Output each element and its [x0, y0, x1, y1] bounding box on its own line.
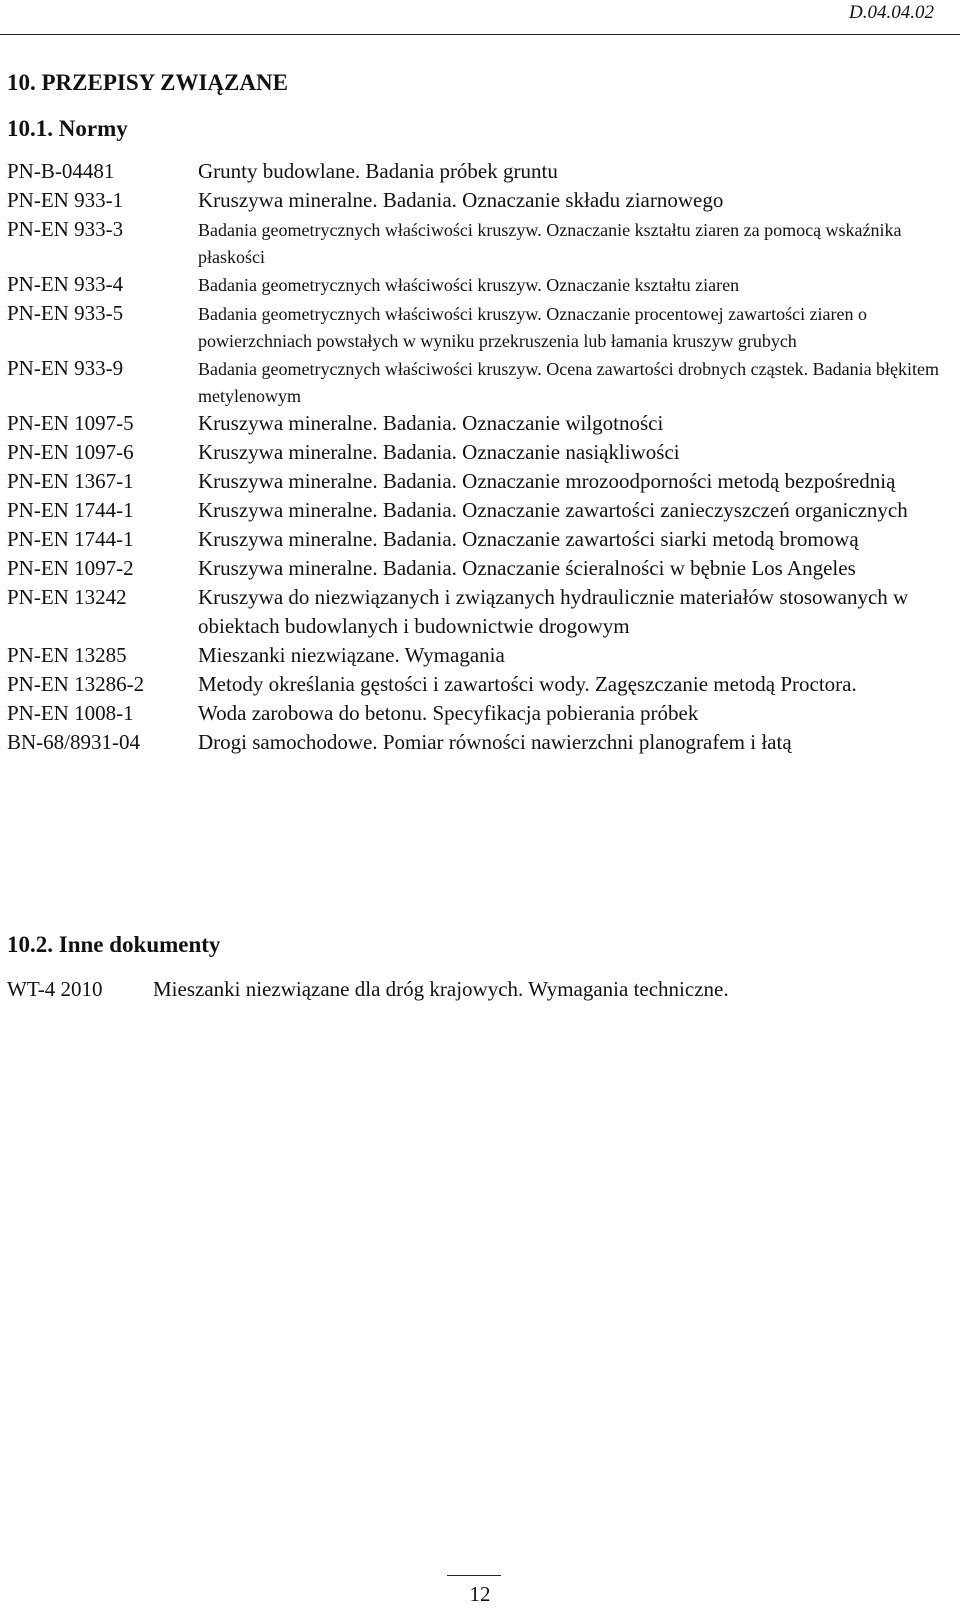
- norm-row: [7, 583, 952, 641]
- header-rule: [0, 34, 960, 35]
- norm-row: [7, 215, 952, 270]
- norm-row: [7, 438, 952, 467]
- norm-title: Kruszywa mineralne. Badania. Oznaczanie składu ziarnowego: [198, 188, 724, 212]
- norm-title: Kruszywa mineralne. Badania. Oznaczanie nasiąkliwości: [198, 440, 680, 464]
- norm-title: Drogi samochodowe. Pomiar równości nawierzchni planografem i łatą: [198, 730, 792, 754]
- norm-title: Kruszywa mineralne. Badania. Oznaczanie ścieralności w bębnie Los Angeles: [198, 556, 856, 580]
- norm-code: PN-EN 13285: [7, 643, 127, 667]
- page-number: 12: [469, 1582, 491, 1606]
- norm-code: PN-EN 13242: [7, 585, 127, 609]
- norm-code: PN-EN 13286-2: [7, 672, 145, 696]
- norm-row: [7, 467, 952, 496]
- norm-code: PN-B-04481: [7, 159, 115, 183]
- norm-row: [7, 299, 952, 354]
- subsection-other-title: 10.2. Inne dokumenty: [7, 932, 221, 957]
- norm-title: Kruszywa mineralne. Badania. Oznaczanie zawartości siarki metodą bromową: [198, 527, 859, 551]
- norm-code: PN-EN 933-3: [7, 217, 124, 241]
- norm-row: [7, 157, 952, 186]
- norm-title: Mieszanki niezwiązane. Wymagania: [198, 643, 505, 667]
- other-doc-code: WT-4 2010: [7, 977, 103, 1001]
- footer-rule: [447, 1575, 501, 1576]
- norm-title: Metody określania gęstości i zawartości wody. Zagęszczanie metodą Proctora.: [198, 672, 857, 696]
- norm-row: [7, 354, 952, 409]
- norm-title: Badania geometrycznych właściwości kruszyw. Oznaczanie kształtu ziaren: [198, 275, 740, 295]
- subsection-norms-title: 10.1. Normy: [7, 116, 128, 141]
- doc-code: D.04.04.02: [849, 2, 934, 23]
- norm-row: [7, 496, 952, 525]
- norm-code: PN-EN 1097-2: [7, 556, 134, 580]
- norms-list: [7, 157, 952, 757]
- norm-code: BN-68/8931-04: [7, 730, 140, 754]
- norm-title: Kruszywa mineralne. Badania. Oznaczanie mrozoodporności metodą bezpośrednią: [198, 469, 896, 493]
- norm-row: [7, 409, 952, 438]
- norm-code: PN-EN 933-4: [7, 272, 124, 296]
- norm-code: PN-EN 933-1: [7, 188, 124, 212]
- norm-row: [7, 699, 952, 728]
- norm-row: [7, 554, 952, 583]
- norm-code: PN-EN 1097-6: [7, 440, 134, 464]
- norm-row: [7, 728, 952, 757]
- norm-row: [7, 641, 952, 670]
- norm-title: Badania geometrycznych właściwości kruszyw. Oznaczanie kształtu ziaren za pomocą wskaźnika płaskości: [198, 220, 902, 267]
- other-doc-title: Mieszanki niezwiązane dla dróg krajowych. Wymagania techniczne.: [153, 977, 729, 1001]
- norm-title: Badania geometrycznych właściwości kruszyw. Ocena zawartości drobnych cząstek. Badania błękitem metylenowym: [198, 359, 940, 406]
- norm-code: PN-EN 933-5: [7, 301, 124, 325]
- other-doc-row: [7, 975, 729, 1004]
- norm-row: [7, 270, 952, 299]
- norm-code: PN-EN 1744-1: [7, 498, 134, 522]
- norm-code: PN-EN 1367-1: [7, 469, 134, 493]
- norm-code: PN-EN 1097-5: [7, 411, 134, 435]
- norm-row: [7, 670, 952, 699]
- norm-title: Grunty budowlane. Badania próbek gruntu: [198, 159, 558, 183]
- norm-code: PN-EN 933-9: [7, 356, 124, 380]
- norm-code: PN-EN 1008-1: [7, 701, 134, 725]
- section-title: 10. PRZEPISY ZWIĄZANE: [7, 70, 288, 95]
- norm-row: [7, 186, 952, 215]
- norm-title: Kruszywa mineralne. Badania. Oznaczanie wilgotności: [198, 411, 664, 435]
- norm-row: [7, 525, 952, 554]
- norm-title: Badania geometrycznych właściwości kruszyw. Oznaczanie procentowej zawartości ziaren o powierzchniach powstałych w wyniku przekruszenia lub łamania kruszyw grubych: [198, 304, 868, 351]
- norm-title: Kruszywa mineralne. Badania. Oznaczanie zawartości zanieczyszczeń organicznych: [198, 498, 908, 522]
- norm-title: Woda zarobowa do betonu. Specyfikacja pobierania próbek: [198, 701, 699, 725]
- norm-code: PN-EN 1744-1: [7, 527, 134, 551]
- norm-title: Kruszywa do niezwiązanych i związanych hydraulicznie materiałów stosowanych w obiektach budowlanych i budownictwie drogowym: [198, 585, 909, 638]
